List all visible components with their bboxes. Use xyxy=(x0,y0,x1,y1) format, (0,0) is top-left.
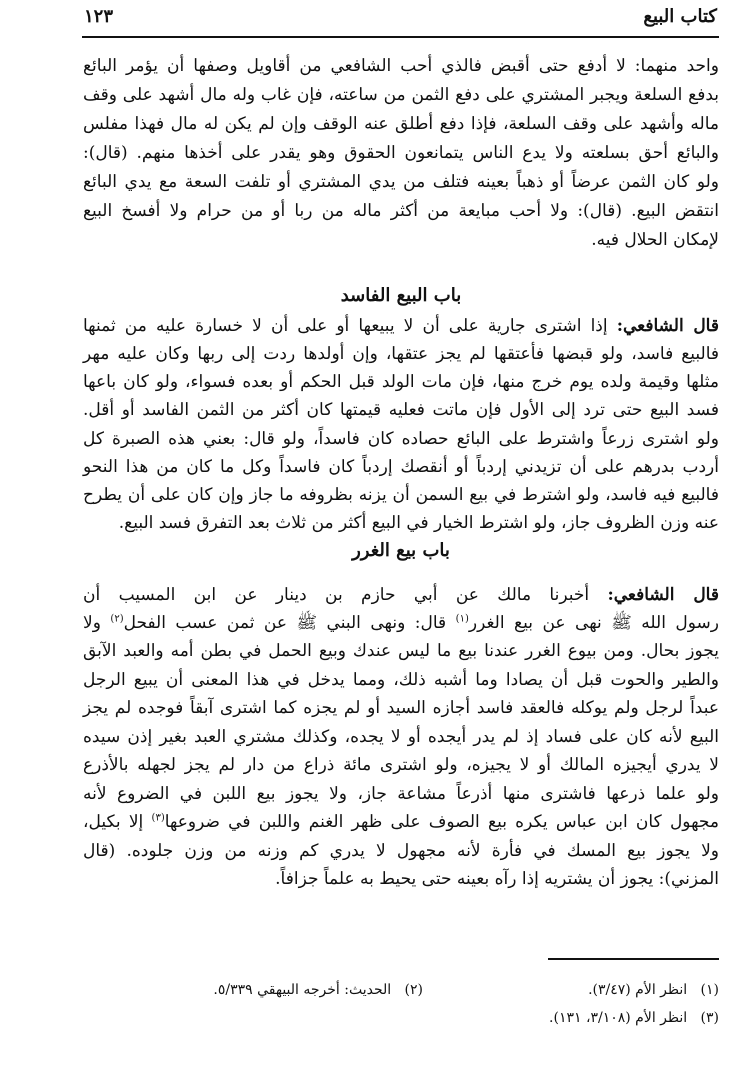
line-text: ولو اشترى زرعاً واشترط على البائع حصاده كان فاسداً، ولو قال: بعني هذه الصبرة كل xyxy=(83,429,719,449)
text-line xyxy=(83,838,719,864)
section-heading xyxy=(83,538,719,564)
running-header-title: كتاب البيع xyxy=(643,6,717,27)
line-text: يجوز بحال. ومن بيوع الغرر عندنا بيع ما ليس عندك وبيع الحمل في بطن أمه والعبد الآبق xyxy=(83,641,719,661)
line-text: إلا بكيل، xyxy=(83,812,152,832)
line-text: قال: ونهى البني ﷺ عن ثمن عسب الفحل xyxy=(123,613,456,633)
line-text: أخبرنا مالك عن أبي حازم بن دينار عن ابن المسيب أن xyxy=(83,585,608,605)
text-line xyxy=(83,752,719,778)
line-text: ولا يجوز بيع المسك في فأرة لأنه مجهول لا يدري كم وزنه من وزن جلوده. (قال xyxy=(83,841,719,861)
line-text: ولا xyxy=(83,613,111,633)
text-line xyxy=(83,695,719,721)
line-text: البيع لأنه كان على فساد إذ لم يدر أيجده أو لا يجده، وكذلك مشتري العبد بغير إذن سيده xyxy=(83,727,719,747)
footnote-marker: (٢) xyxy=(110,613,124,625)
line-text: ماله وأشهد على وقف السلعة، فإذا دفع أطلق عنه الوقف وإن لم يكن له مال فهذا مفلس xyxy=(83,114,719,134)
footnote-number: (٢) xyxy=(404,982,423,998)
text-line xyxy=(83,667,719,693)
text-line xyxy=(83,369,719,395)
text-line xyxy=(83,781,719,807)
text-line xyxy=(83,809,719,835)
text-line xyxy=(83,169,719,195)
page-number: ١٢٣ xyxy=(84,6,114,27)
text-line xyxy=(83,510,719,536)
line-text: عنه وزن الظروف جاز، ولو اشترط الخيار في البيع أكثر من ثلاث بعد التفرق فسد البيع. xyxy=(118,513,719,533)
line-text: ولو علما ذرعها فاشترى منها أذرعاً مشاعة جاز، ولا يجوز بيع اللبن في الضروع لأنه xyxy=(83,784,719,804)
footnote-3 xyxy=(549,1008,719,1028)
line-text: مجهول كان ابن عباس يكره بيع الصوف على ظهر الغنم واللبن في ضروعها xyxy=(164,812,719,832)
speaker-label: قال الشافعي: xyxy=(607,585,719,605)
text-line xyxy=(83,53,719,79)
footnote-marker: (٣) xyxy=(151,812,165,824)
text-line xyxy=(83,866,719,892)
text-line xyxy=(83,638,719,664)
line-text: باب البيع الفاسد xyxy=(340,285,462,306)
text-line xyxy=(83,82,719,108)
text-line xyxy=(83,140,719,166)
line-text: انتقض البيع. (قال): ولا أحب مبايعة من أكثر ماله من ربا أو من حرام ولا أفسخ البيع xyxy=(83,201,719,221)
text-line xyxy=(83,111,719,137)
line-text: باب بيع الغرر xyxy=(352,540,450,561)
footnote-1 xyxy=(588,980,719,1000)
line-text: مثلها وقيمة ولده يوم خرج منها، فإن مات الولد قبل الحكم أو بعده فسواء، ولو كان باعها xyxy=(83,372,719,392)
footnote-number: (٣) xyxy=(700,1010,719,1026)
footnote-text: انظر الأم (٣/١٠٨، ١٣١). xyxy=(549,1010,688,1026)
footnote-rule xyxy=(548,958,719,960)
footnote-marker: (١) xyxy=(455,613,469,625)
line-text: فسد البيع حتى ترد إلى الأول فإن ماتت فعليه قيمتها كان أكثر من الثمن الفاسد أو أقل. xyxy=(83,400,719,420)
line-text: فالبيع فاسد، ولو قبضها فأعتقها لم يجز عتقها، وإن أولدها ردت إلى ربها وكان عليه مهر xyxy=(83,344,719,364)
text-line xyxy=(83,454,719,480)
line-text: لإمكان الحلال فيه. xyxy=(591,230,719,250)
text-line xyxy=(83,724,719,750)
header-rule xyxy=(82,36,719,38)
line-text: والبائع أحق بسلعته ولا يدع الناس يتمانعون الحقوق وهو يقدر على أخذها منهم. (قال): xyxy=(83,143,719,163)
line-text: أردب بدرهم على أن تزيدني إردباً أو أنقصك إردباً كان فاسداً وكل ما كان من هذا النحو xyxy=(83,457,719,477)
line-text: فالبيع فيه فاسد، ولو اشترط في بيع السمن أن يزنه بظروفه ما جاز وإن كان على أن يطرح xyxy=(83,485,719,505)
footnote-number: (١) xyxy=(700,982,719,998)
line-text: عبداً لرجل ولم يوكله فالعقد فاسد أجازه السيد أو لم يجزه كما اشترى آبقاً فوجده لم يجز xyxy=(83,698,719,718)
line-text: لا يدري أيجيزه المالك أو لا يجيزه، ولو اشترى مائة ذراع من دار لم يجز لجهله بالأذرع xyxy=(83,755,719,775)
speaker-label: قال الشافعي: xyxy=(616,316,719,336)
footnote-2 xyxy=(213,980,423,1000)
line-text: ولو كان الثمن عرضاً أو ذهباً بعينه فتلف من يدي المشتري أو تلفت السعة مع يدي البائع xyxy=(83,172,719,192)
line-text: إذا اشترى جارية على أن لا يبيعها أو على أن لا خسارة عليه من ثمنها xyxy=(83,316,617,336)
footnote-text: انظر الأم (٣/٤٧). xyxy=(588,982,688,998)
line-text: بدفع السلعة ويجبر المشتري على دفع الثمن من ساعته، فإن غاب وله مال أشهد على وقف xyxy=(83,85,719,105)
section-heading xyxy=(83,283,719,309)
line-text: واحد منهما: لا أدفع حتى أقبض فالذي أحب الشافعي من أقاويل وصفها أن يؤمر البائع xyxy=(83,56,719,76)
text-line xyxy=(83,426,719,452)
line-text: والطير والحوت قبل أن يصادا وما أشبه ذلك، ومما يدخل في هذا المعنى أن يبيع الرجل xyxy=(83,670,719,690)
text-line xyxy=(83,582,719,608)
text-line xyxy=(83,482,719,508)
line-text: رسول الله ﷺ نهى عن بيع الغرر xyxy=(468,613,719,633)
footnote-text: الحديث: أخرجه البيهقي ٥/٣٣٩. xyxy=(213,982,392,998)
text-line xyxy=(83,341,719,367)
text-line xyxy=(83,610,719,636)
line-text: المزني): يجوز أن يشتريه إذا رآه بعينه حتى يحيط به علماً جزافاً. xyxy=(275,869,719,889)
text-line xyxy=(83,198,719,224)
text-line xyxy=(83,227,719,253)
text-line xyxy=(83,397,719,423)
text-line xyxy=(83,313,719,339)
